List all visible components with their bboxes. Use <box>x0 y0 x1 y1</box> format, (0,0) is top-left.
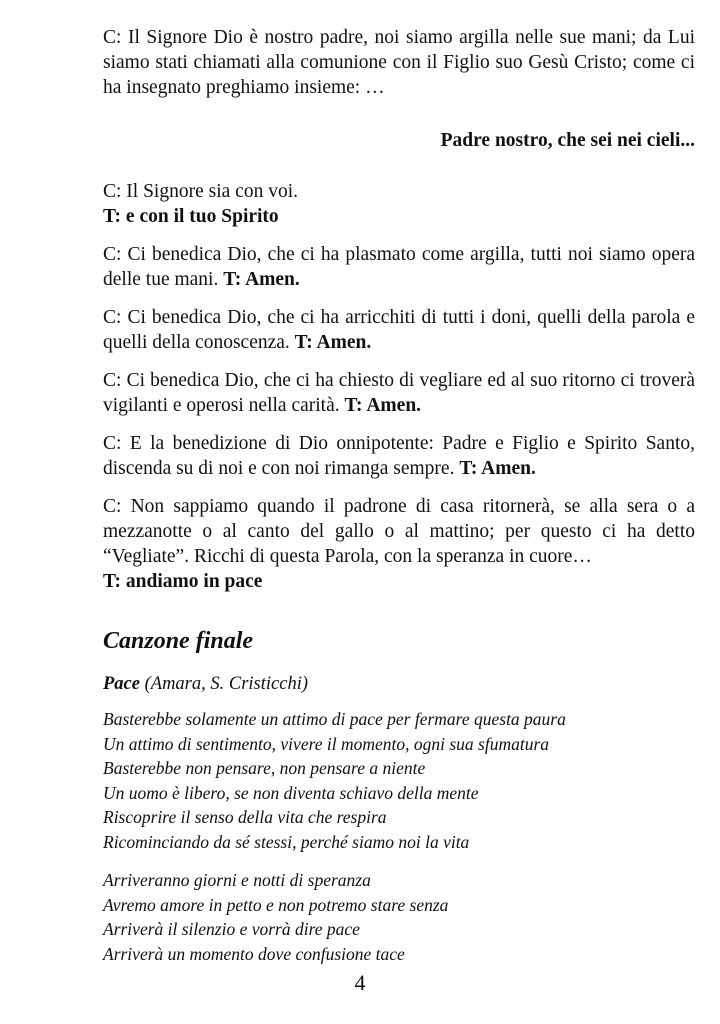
song-name: Pace <box>103 674 140 694</box>
song-section-title: Canzone finale <box>103 628 254 654</box>
dismissal-response: T: andiamo in pace <box>103 571 263 592</box>
greeting-response: T: e con il tuo Spirito <box>103 206 279 227</box>
song-stanza <box>103 707 566 854</box>
blessing-text: C: Ci benedica Dio, che ci ha plasmato come argilla, tutti noi siamo opera delle tue mani. <box>103 244 695 290</box>
song-authors: (Amara, S. Cristicchi) <box>144 674 309 694</box>
lyric-line: Riscoprire il senso della vita che respira <box>103 807 387 827</box>
intro-text: C: Il Signore Dio è nostro padre, noi siamo argilla nelle sue mani; da Lui siamo stati chiamati alla comunione con il Figlio suo Gesù Cristo; come ci ha insegnato preghiamo insieme: … <box>103 27 695 98</box>
lyric-line: Ricominciando da sé stessi, perché siamo noi la vita <box>103 831 470 852</box>
intro-paragraph <box>103 25 695 100</box>
blessing-paragraph <box>103 368 695 418</box>
greeting-celebrant: C: Il Signore sia con voi. <box>103 181 298 202</box>
dismissal-paragraph <box>103 494 695 594</box>
lyric-line: Arriveranno giorni e notti di speranza <box>103 870 371 890</box>
blessing-response: T: Amen. <box>294 332 372 353</box>
blessing-response: T: Amen. <box>459 458 536 479</box>
greeting <box>103 179 695 229</box>
lyric-line: Arriverà un momento dove confusione tace <box>103 943 405 964</box>
blessing-paragraph <box>103 431 695 481</box>
padre-nostro-text: Padre nostro, che sei nei cieli... <box>440 130 695 151</box>
page-number: 4 <box>354 970 366 995</box>
lyric-line: Basterebbe non pensare, non pensare a niente <box>103 758 426 778</box>
lyric-line: Avremo amore in petto e non potremo stare senza <box>103 894 449 915</box>
blessing-response: T: Amen. <box>223 269 300 290</box>
dismissal-text: C: Non sappiamo quando il padrone di casa ritornerà, se alla sera o a mezzanotte o al canto del gallo o al mattino; per questo ci ha detto “Vegliate”. Ricchi di questa Parola, con la speranza in cuore… <box>103 496 695 567</box>
song-heading <box>103 672 308 697</box>
lyric-line: Arriverà il silenzio e vorrà dire pace <box>103 919 360 939</box>
lyric-line: Un attimo di sentimento, vivere il momento, ogni sua sfumatura <box>103 733 550 754</box>
lyric-line: Basterebbe solamente un attimo di pace per fermare questa paura <box>103 709 566 729</box>
padre-nostro-line <box>103 128 695 153</box>
blessing-text: C: Ci benedica Dio, che ci ha arricchiti di tutti i doni, quelli della parola e quelli della conoscenza. <box>103 307 695 353</box>
lyric-line: Un uomo è libero, se non diventa schiavo della mente <box>103 782 479 803</box>
blessing-response: T: Amen. <box>344 395 422 416</box>
blessing-text: C: Ci benedica Dio, che ci ha chiesto di vegliare ed al suo ritorno ci troverà vigilanti e operosi nella carità. <box>103 370 695 416</box>
blessing-paragraph <box>103 242 695 292</box>
song-stanza <box>103 868 448 966</box>
blessing-text: C: E la benedizione di Dio onnipotente: Padre e Figlio e Spirito Santo, discenda su di noi e con noi rimanga sempre. <box>103 433 695 479</box>
blessing-paragraph <box>103 305 695 355</box>
